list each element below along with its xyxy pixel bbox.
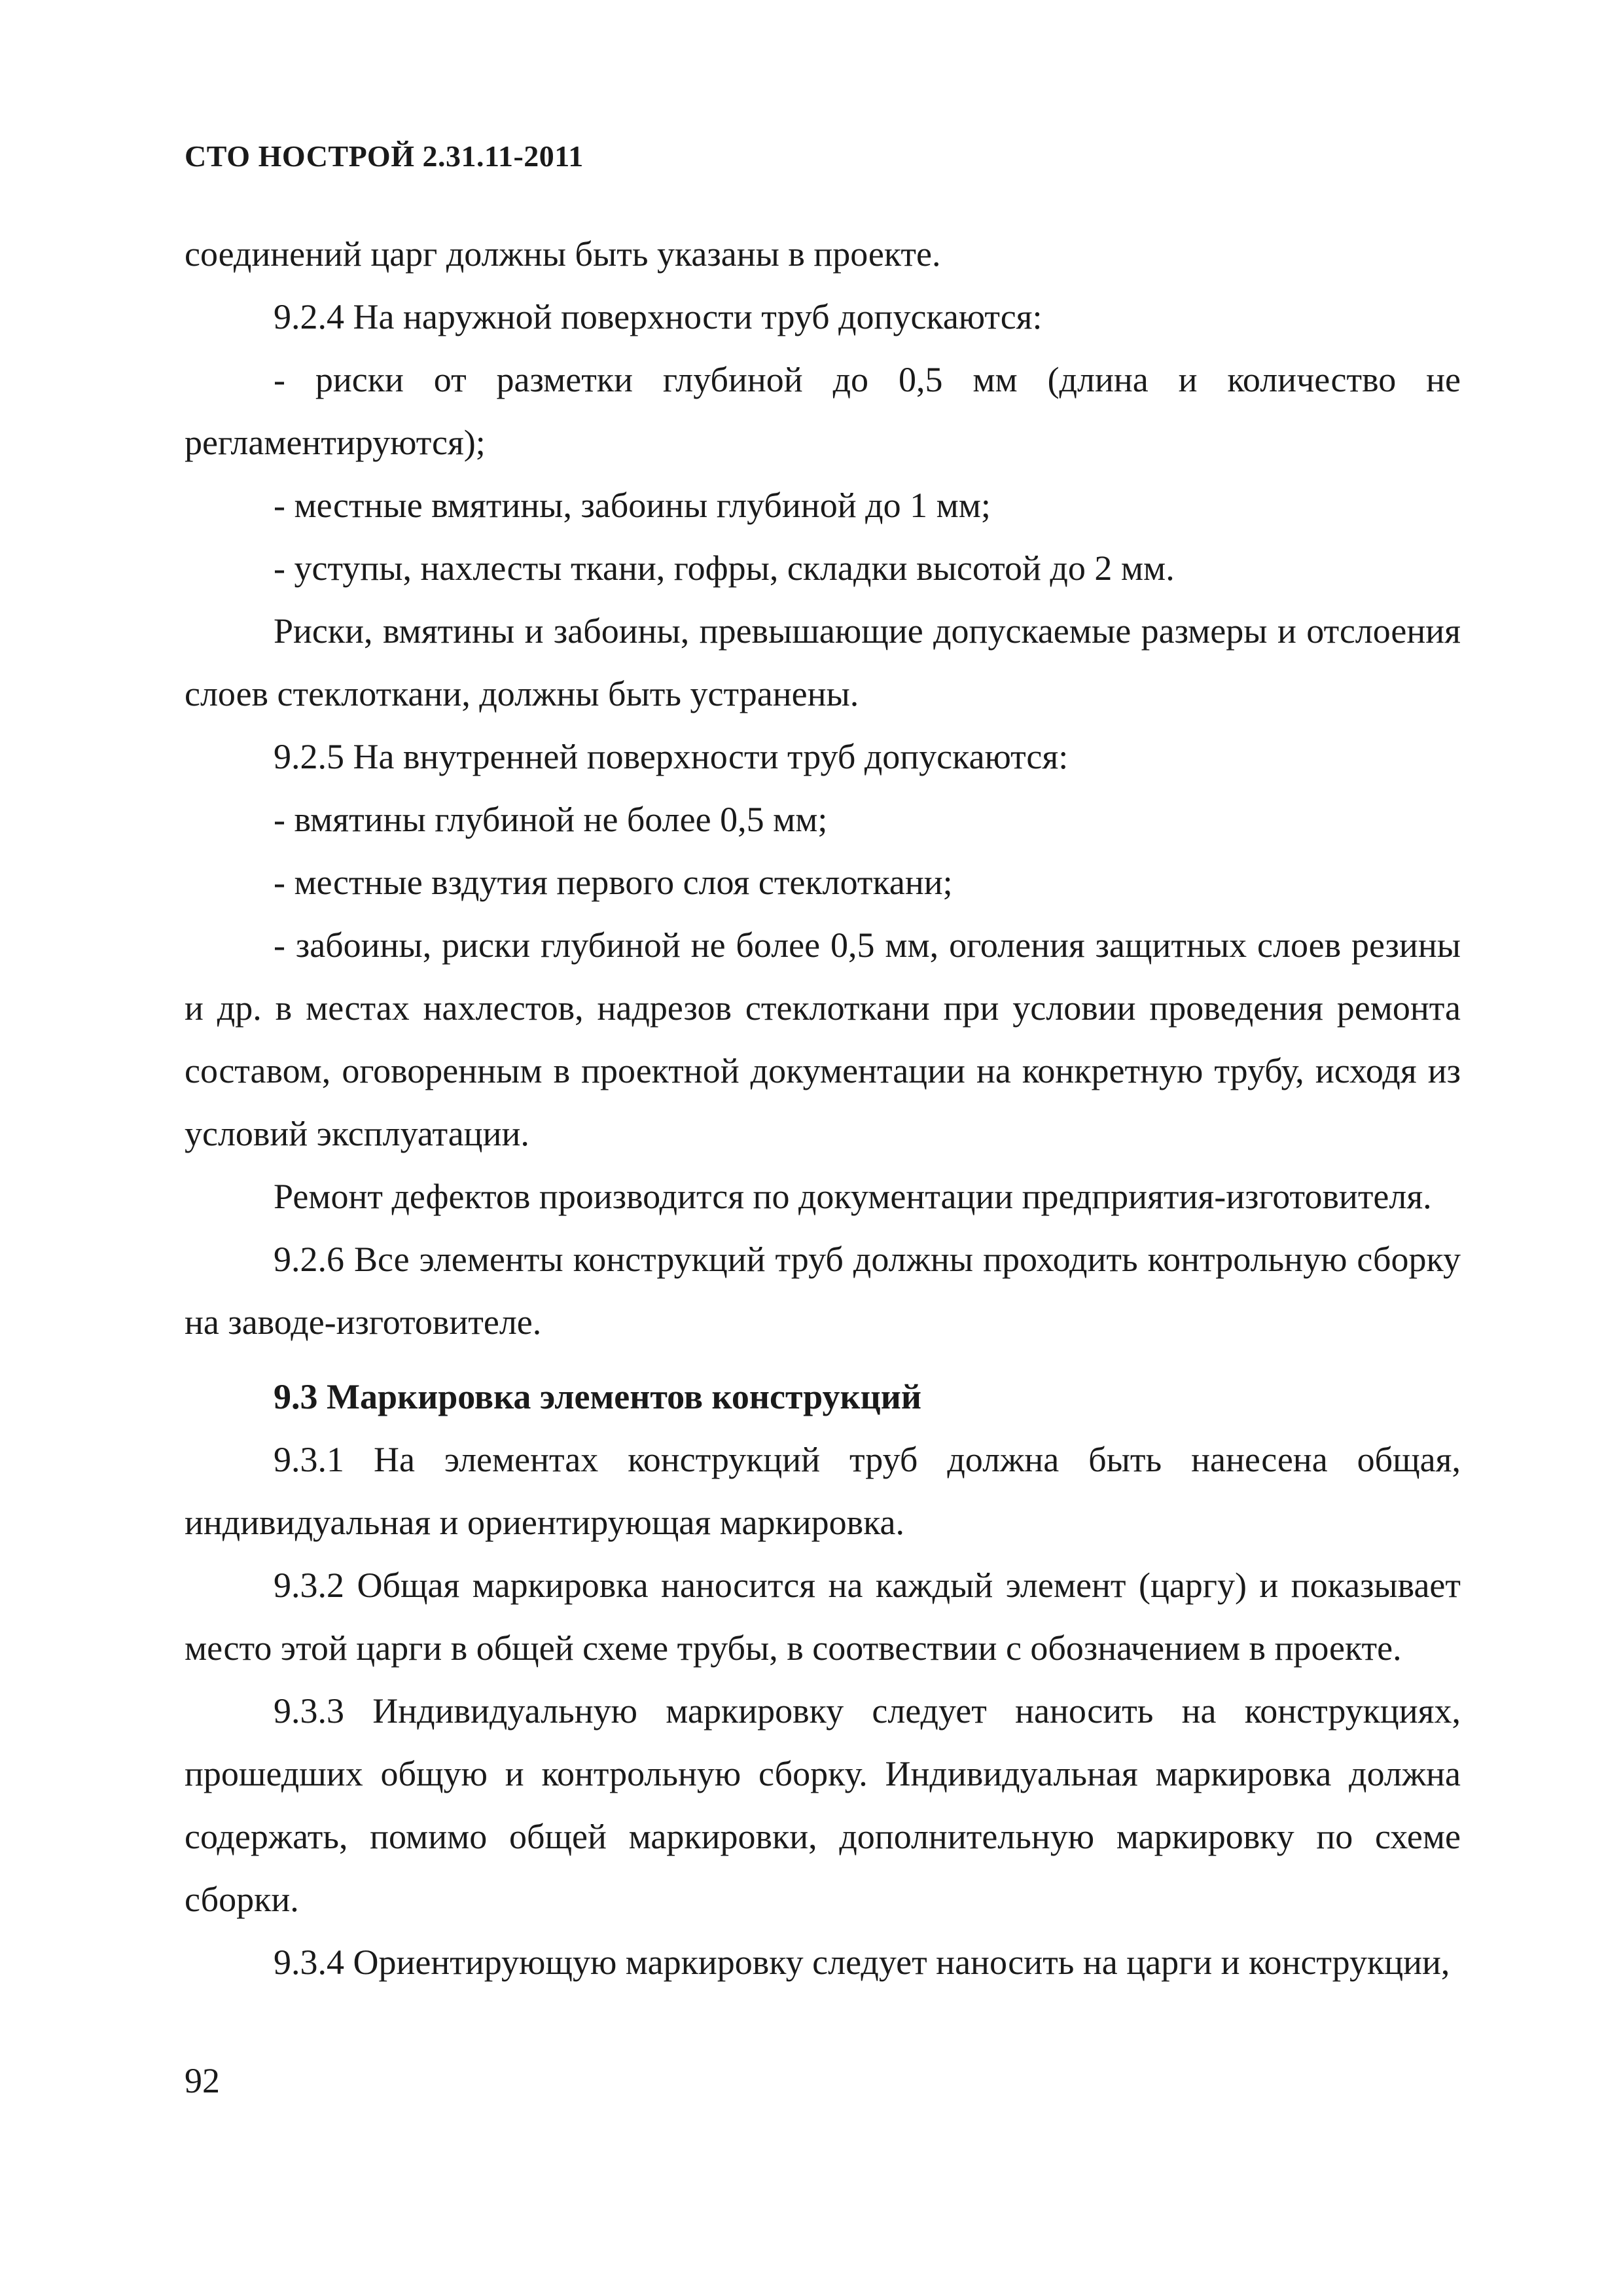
paragraph-9-3-1: 9.3.1 На элементах конструкций труб должна быть нанесена общая, индивидуальная и ориентирующая маркировка. <box>185 1440 1461 1542</box>
paragraph-defects-removal: Риски, вмятины и забоины, превышающие допускаемые размеры и отслоения слоев стеклоткани, должны быть устранены. <box>185 611 1461 713</box>
paragraph-9-3-4: 9.3.4 Ориентирующую маркировку следует наносить на царги и конструкции, <box>274 1943 1450 1982</box>
paragraph-repair: Ремонт дефектов производится по документации предприятия-изготовителя. <box>274 1177 1432 1216</box>
section-heading-9-3: 9.3 Маркировка элементов конструкций <box>274 1377 921 1416</box>
list-item-scratches: - риски от разметки глубиной до 0,5 мм (длина и количество не регламентируются); <box>185 360 1461 462</box>
list-item-ledges: - уступы, нахлесты ткани, гофры, складки высотой до 2 мм. <box>274 548 1175 588</box>
paragraph-9-2-4: 9.2.4 На наружной поверхности труб допускаются: <box>274 297 1043 336</box>
list-item-swelling: - местные вздутия первого слоя стеклоткани; <box>274 863 953 902</box>
list-item-dents: - местные вмятины, забоины глубиной до 1 мм; <box>274 486 991 525</box>
paragraph-continuation: соединений царг должны быть указаны в проекте. <box>185 234 941 274</box>
paragraph-9-3-2: 9.3.2 Общая маркировка наносится на каждый элемент (царгу) и показывает место этой царги в общей схеме трубы, в соотвествии с обозначением в проекте. <box>185 1566 1461 1668</box>
list-item-inner-dents: - вмятины глубиной не более 0,5 мм; <box>274 800 828 839</box>
paragraph-9-3-3: 9.3.3 Индивидуальную маркировку следует наносить на конструкциях, прошедших общую и контрольную сборку. Индивидуальная маркировка должна содержать, помимо общей маркировки, дополнительную маркировку по схеме сборки. <box>185 1691 1461 1919</box>
paragraph-9-2-6: 9.2.6 Все элементы конструкций труб должны проходить контрольную сборку на заводе-изготовителе. <box>185 1240 1461 1342</box>
paragraph-9-2-5: 9.2.5 На внутренней поверхности труб допускаются: <box>274 737 1069 776</box>
page-number: 92 <box>185 2061 220 2100</box>
page-body <box>185 223 1461 1994</box>
page-header-standard-code: СТО НОСТРОЙ 2.31.11-2011 <box>185 139 584 173</box>
list-item-nicks: - забоины, риски глубиной не более 0,5 мм, оголения защитных слоев резины и др. в местах нахлестов, надрезов стеклоткани при условии проведения ремонта составом, оговоренным в проектной документации на конкретную трубу, исходя из условий эксплуатации. <box>185 925 1461 1153</box>
